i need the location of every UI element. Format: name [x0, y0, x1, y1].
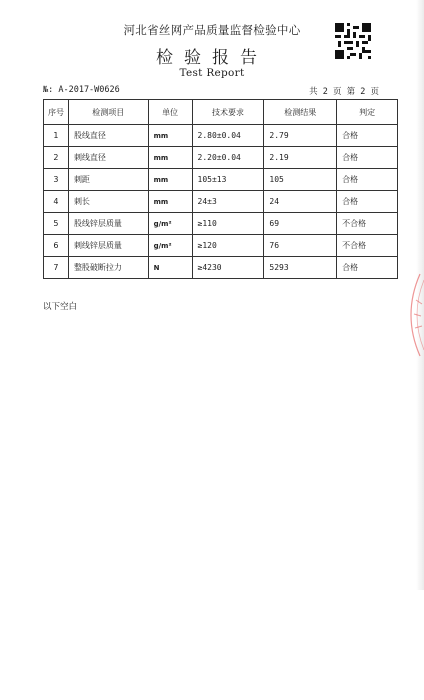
unit: mm — [148, 125, 192, 147]
requirement: 2.20±0.04 — [192, 147, 264, 169]
result: 105 — [264, 169, 337, 191]
row-number: 3 — [44, 169, 69, 191]
test-item: 整股破断拉力 — [68, 257, 148, 279]
verdict: 合格 — [337, 257, 398, 279]
result: 2.19 — [264, 147, 337, 169]
row-number: 1 — [44, 125, 69, 147]
unit: mm — [148, 147, 192, 169]
table-row — [44, 169, 398, 191]
test-item: 刺距 — [68, 169, 148, 191]
table-row — [44, 235, 398, 257]
test-item: 刺长 — [68, 191, 148, 213]
report-number: №: A-2017-W0626 — [43, 85, 120, 95]
table-row — [44, 257, 398, 279]
verdict: 合格 — [337, 147, 398, 169]
column-header: 单位 — [148, 100, 192, 125]
row-number: 7 — [44, 257, 69, 279]
unit: g/m² — [148, 235, 192, 257]
table-row — [44, 191, 398, 213]
unit: N — [148, 257, 192, 279]
page-info: 共 2 页 第 2 页 — [309, 87, 379, 97]
report-subtitle: Test Report — [179, 67, 245, 79]
unit: mm — [148, 191, 192, 213]
test-item: 刺线直径 — [68, 147, 148, 169]
row-number: 6 — [44, 235, 69, 257]
table-row — [44, 125, 398, 147]
table-row — [44, 147, 398, 169]
result: 2.79 — [264, 125, 337, 147]
result: 5293 — [264, 257, 337, 279]
requirement: ≥4230 — [192, 257, 264, 279]
unit: mm — [148, 169, 192, 191]
column-header: 判定 — [337, 100, 398, 125]
result: 69 — [264, 213, 337, 235]
organization-name: 河北省丝网产品质量监督检验中心 — [123, 23, 301, 37]
row-number: 4 — [44, 191, 69, 213]
unit: g/m² — [148, 213, 192, 235]
report-title: 检验报告 — [156, 48, 268, 68]
result: 76 — [264, 235, 337, 257]
column-header: 检测结果 — [264, 100, 337, 125]
qr-code-icon — [335, 23, 371, 59]
verdict: 合格 — [337, 191, 398, 213]
test-item: 股线直径 — [68, 125, 148, 147]
table-header-row — [44, 100, 398, 125]
requirement: 2.80±0.04 — [192, 125, 264, 147]
requirement: ≥120 — [192, 235, 264, 257]
test-results-table — [43, 99, 398, 279]
verdict: 合格 — [337, 169, 398, 191]
blank-below-note: 以下空白 — [43, 302, 78, 312]
table-row — [44, 213, 398, 235]
verdict: 合格 — [337, 125, 398, 147]
column-header: 技术要求 — [192, 100, 264, 125]
requirement: 105±13 — [192, 169, 264, 191]
row-number: 5 — [44, 213, 69, 235]
test-item: 刺线锌层质量 — [68, 235, 148, 257]
result: 24 — [264, 191, 337, 213]
verdict: 不合格 — [337, 213, 398, 235]
column-header: 序号 — [44, 100, 69, 125]
column-header: 检测项目 — [68, 100, 148, 125]
requirement: 24±3 — [192, 191, 264, 213]
verdict: 不合格 — [337, 235, 398, 257]
requirement: ≥110 — [192, 213, 264, 235]
test-item: 股线锌层质量 — [68, 213, 148, 235]
row-number: 2 — [44, 147, 69, 169]
seal-stamp-icon — [398, 270, 424, 360]
